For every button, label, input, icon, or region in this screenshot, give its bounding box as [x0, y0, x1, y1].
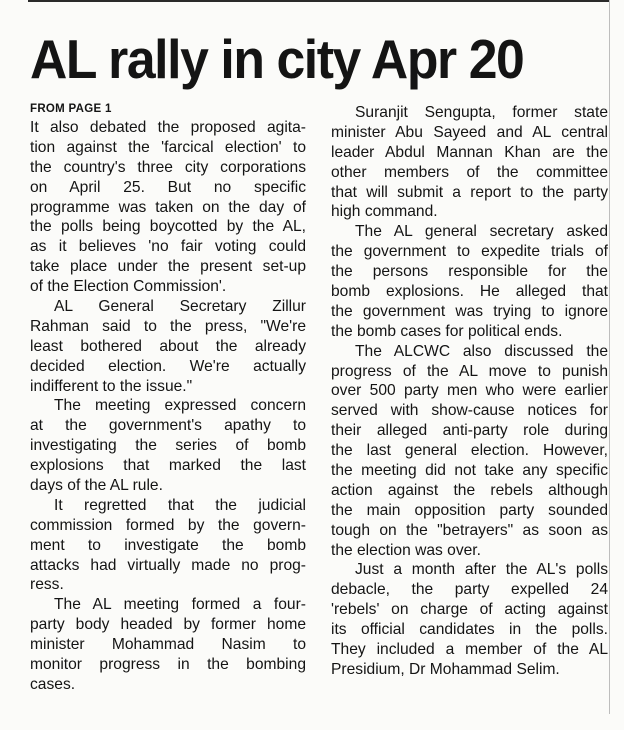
article-line: explosions that marked the last	[30, 457, 306, 475]
article-line: the meeting did not take any specific	[331, 462, 608, 480]
article-line: the government was trying to ignore	[331, 302, 608, 320]
article-line: The ALCWC also discussed the	[355, 342, 608, 360]
article-line: programme was taken on the day of	[30, 198, 306, 216]
article-line: ment to investigate the bomb	[30, 536, 306, 554]
article-line: the polls being boycotted by the AL,	[30, 218, 306, 236]
article-line: high command.	[331, 203, 438, 221]
article-line: The meeting expressed concern	[54, 397, 306, 415]
article-line: progress of the AL move to punish	[331, 362, 608, 380]
article-line: tough on the "betrayers" as soon as	[331, 521, 608, 539]
right-column-body	[331, 103, 608, 680]
article-line: minister Abu Sayeed and AL central	[331, 123, 608, 141]
article-line: served with show-cause notices for	[331, 402, 608, 420]
article-line: attacks had virtually made no prog-	[30, 556, 306, 574]
article-line: least bothered about the already	[30, 337, 306, 355]
article-line: the election was over.	[331, 541, 481, 559]
left-column	[30, 103, 306, 695]
article-line: its official candidates in the polls.	[331, 621, 608, 639]
article-line: 'rebels' on charge of acting against	[331, 601, 608, 619]
top-rule	[28, 0, 610, 2]
article-line: The AL meeting formed a four-	[54, 596, 306, 614]
article-line: monitor progress in the bombing	[30, 656, 306, 674]
article-line: Just a month after the AL's polls	[355, 561, 608, 579]
article-line: indifferent to the issue."	[30, 377, 193, 395]
column-edge-rule	[609, 0, 610, 714]
article-line: other members of the committee	[331, 163, 608, 181]
article-line: AL General Secretary Zillur	[54, 298, 306, 316]
article-line: the persons responsible for the	[331, 263, 608, 281]
article-line: Presidium, Dr Mohammad Selim.	[331, 660, 560, 678]
article-line: days of the AL rule.	[30, 477, 163, 495]
article-line: at the government's apathy to	[30, 417, 306, 435]
article-line: take place under the present set-up	[30, 258, 306, 276]
article-line: on April 25. But no specific	[30, 178, 306, 196]
article-line: investigating the series of bomb	[30, 437, 306, 455]
article-line: the country's three city corporations	[30, 158, 306, 176]
right-column	[331, 103, 608, 680]
article-line: party body headed by former home	[30, 616, 306, 634]
article-line: It also debated the proposed agita-	[30, 119, 306, 136]
headline: AL rally in city Apr 20	[30, 28, 524, 90]
article-line: debacle, the party expelled 24	[331, 581, 608, 599]
article-line: They included a member of the AL	[331, 641, 608, 659]
article-line: leader Abdul Mannan Khan are the	[331, 143, 608, 161]
left-column-body	[30, 118, 306, 695]
article-line: their alleged anti-party role during	[331, 422, 608, 440]
article-line: action against the rebels although	[331, 481, 608, 499]
byline: FROM PAGE 1	[30, 103, 112, 115]
article-line: bomb explosions. He alleged that	[331, 283, 608, 301]
article-line: that will submit a report to the party	[331, 183, 608, 201]
article-line: the bomb cases for political ends.	[331, 322, 563, 340]
article-line: It regretted that the judicial	[54, 496, 306, 514]
article-line: over 500 party men who were earlier	[331, 382, 608, 400]
article-line: tion against the 'farcical election' to	[30, 138, 306, 156]
article-line: the last general election. However,	[331, 442, 608, 460]
article-line: cases.	[30, 675, 76, 693]
article-line: Suranjit Sengupta, former state	[355, 104, 608, 121]
article-line: decided election. We're actually	[30, 357, 306, 375]
article-line: as it believes 'no fair voting could	[30, 238, 306, 256]
article-line: of the Election Commission'.	[30, 278, 227, 296]
article-line: the main opposition party sounded	[331, 501, 608, 519]
article-line: ress.	[30, 576, 64, 594]
article-line: the government to expedite trials of	[331, 243, 608, 261]
article-line: commission formed by the govern-	[30, 516, 306, 534]
article-line: The AL general secretary asked	[355, 223, 608, 241]
article-line: Rahman said to the press, "We're	[30, 317, 306, 335]
article-line: minister Mohammad Nasim to	[30, 636, 306, 654]
